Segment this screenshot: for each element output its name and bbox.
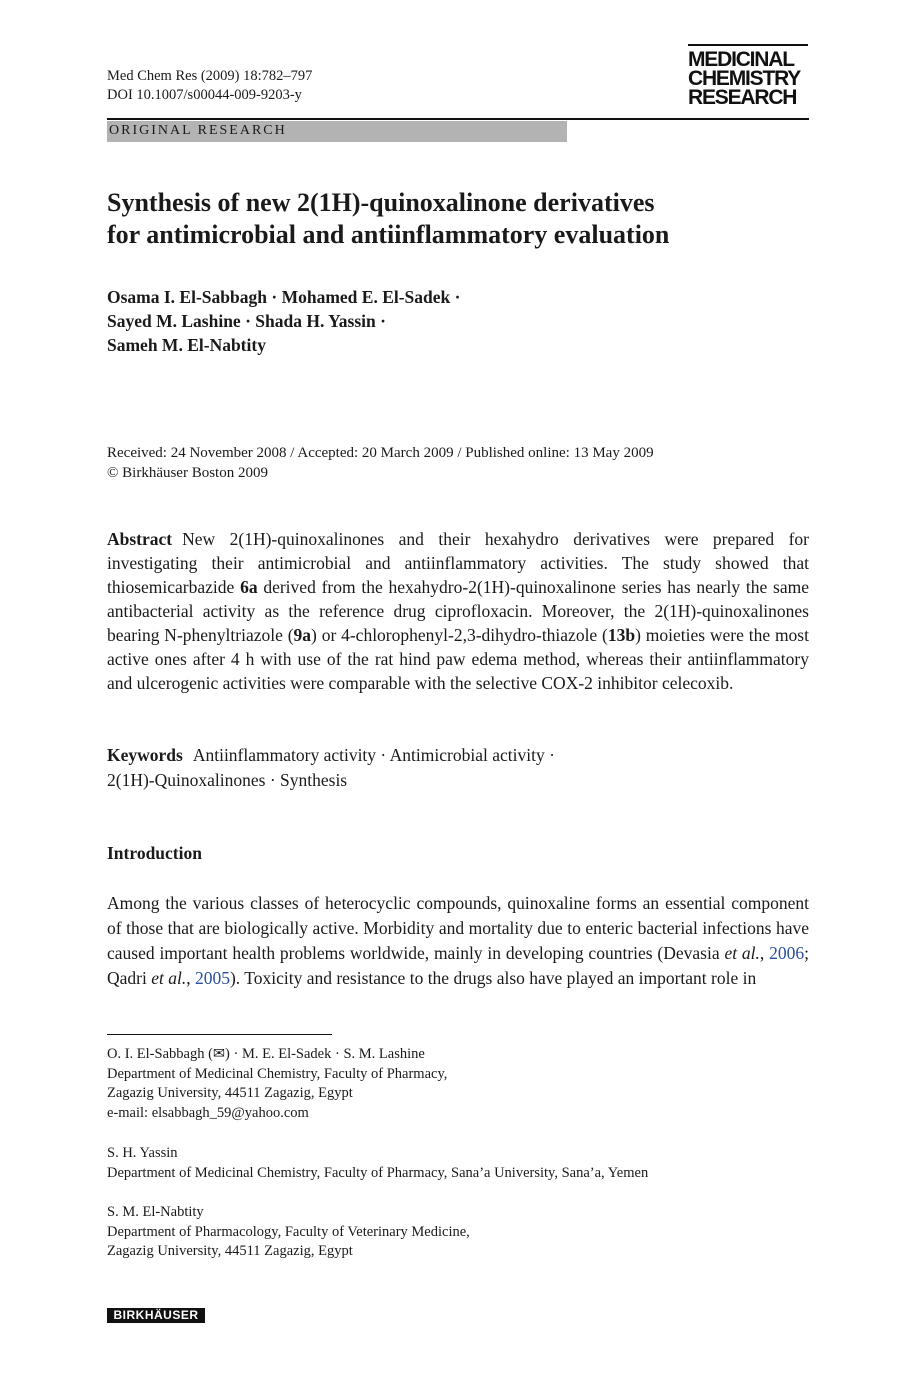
email-link[interactable]: e-mail: elsabbagh_59@yahoo.com [107, 1104, 309, 1121]
affiliation-1-line-1: O. I. El-Sabbagh (✉) · M. E. El-Sadek · S. M. Lashine [107, 1046, 425, 1062]
affiliation-2-line-1: S. H. Yassin [107, 1145, 178, 1161]
journal-logo [688, 50, 808, 107]
footnote-rule [107, 1034, 332, 1035]
affiliation-2 [107, 1144, 809, 1183]
keywords-line-2: 2(1H)-Quinoxalinones · Synthesis [107, 770, 348, 790]
logo-line-1: MEDICINAL [688, 48, 794, 71]
keywords [107, 743, 809, 793]
author-list [107, 285, 807, 357]
affiliation-1-line-2: Department of Medicinal Chemistry, Faculty of Pharmacy, [107, 1065, 448, 1082]
intro-text-3: ; Qadri [107, 943, 810, 988]
affiliation-1-line-3: Zagazig University, 44511 Zagazig, Egypt [107, 1085, 353, 1101]
affiliation-3 [107, 1203, 809, 1262]
affiliation-3-line-1: S. M. El-Nabtity [107, 1204, 204, 1220]
compound-6a: 6a [240, 577, 258, 597]
title-line-2: for antimicrobial and antiinflammatory evaluation [107, 220, 670, 249]
affiliation-1 [107, 1045, 809, 1123]
dates-line: Received: 24 November 2008 / Accepted: 20 March 2009 / Published online: 13 May 2009 [107, 445, 654, 461]
publisher-logo: BIRKHÄUSER [107, 1308, 205, 1323]
section-banner: ORIGINAL RESEARCH [107, 121, 567, 142]
intro-etal-1: et al. [724, 943, 760, 963]
abstract-text-2: derived from the hexahydro-2(1H)-quinoxalinone series has nearly the same antibacterial activity as the reference drug ciprofloxacin. Moreover, the 2(1H)-quinoxalinones bearing N-phenyltriazole ( [107, 577, 809, 645]
logo-line-3: RESEARCH [688, 86, 797, 109]
author-line-3: Sameh M. El-Nabtity [107, 335, 266, 355]
publication-dates [107, 443, 809, 483]
doi-line: DOI 10.1007/s00044-009-9203-y [107, 87, 302, 103]
article-title [107, 187, 807, 251]
abstract-text-4: ) moieties were the most active ones after 4 h with use of the rat hind paw edema method, whereas their antiinflammatory and ulcerogenic activities were comparable with the selective COX-2 inhibitor celecoxib. [107, 625, 809, 693]
logo-top-bar [688, 44, 808, 46]
intro-text-5: ). Toxicity and resistance to the drugs also have played an important role in [229, 968, 757, 988]
title-line-1: Synthesis of new 2(1H)-quinoxalinone derivatives [107, 188, 655, 217]
introduction-text [107, 891, 809, 991]
abstract-label: Abstract [107, 529, 173, 549]
author-line-1: Osama I. El-Sabbagh · Mohamed E. El-Sadek · [107, 287, 461, 307]
logo-line-2: CHEMISTRY [688, 67, 801, 90]
intro-etal-2: et al. [151, 968, 187, 988]
citation-link-2006[interactable]: 2006 [769, 943, 805, 963]
intro-text-2: , [759, 943, 770, 963]
abstract-text-1: New 2(1H)-quinoxalinones and their hexahydro derivatives were prepared for investigating their antimicrobial and antiinflammatory activities. The study showed that thiosemicarbazide [107, 529, 809, 597]
keywords-label: Keywords [107, 745, 183, 765]
intro-text-1: Among the various classes of heterocyclic compounds, quinoxaline forms an essential component of those that are biologically active. Morbidity and mortality due to enteric bacterial infections have caused important health problems worldwide, mainly in developing countries (Devasia [107, 893, 809, 963]
affiliation-3-line-3: Zagazig University, 44511 Zagazig, Egypt [107, 1243, 353, 1259]
header-rule [107, 118, 809, 120]
compound-9a: 9a [293, 625, 312, 645]
intro-text-4: , [186, 968, 195, 988]
keywords-line-1: Antiinflammatory activity · Antimicrobial activity · [192, 745, 555, 765]
abstract-text-3: ) or 4-chlorophenyl-2,3-dihydro-thiazole ( [311, 625, 608, 645]
compound-13b: 13b [607, 625, 636, 645]
abstract [107, 527, 809, 695]
author-line-2: Sayed M. Lashine · Shada H. Yassin · [107, 311, 386, 331]
citation-link-2005[interactable]: 2005 [194, 968, 230, 988]
affiliation-2-line-2: Department of Medicinal Chemistry, Faculty of Pharmacy, Sana’a University, Sana’a, Yemen [107, 1164, 649, 1181]
introduction-heading: Introduction [107, 843, 202, 863]
journal-line: Med Chem Res (2009) 18:782–797 [107, 68, 313, 84]
journal-citation [107, 67, 312, 105]
affiliation-3-line-2: Department of Pharmacology, Faculty of Veterinary Medicine, [107, 1223, 470, 1240]
copyright-line: © Birkhäuser Boston 2009 [107, 465, 268, 481]
